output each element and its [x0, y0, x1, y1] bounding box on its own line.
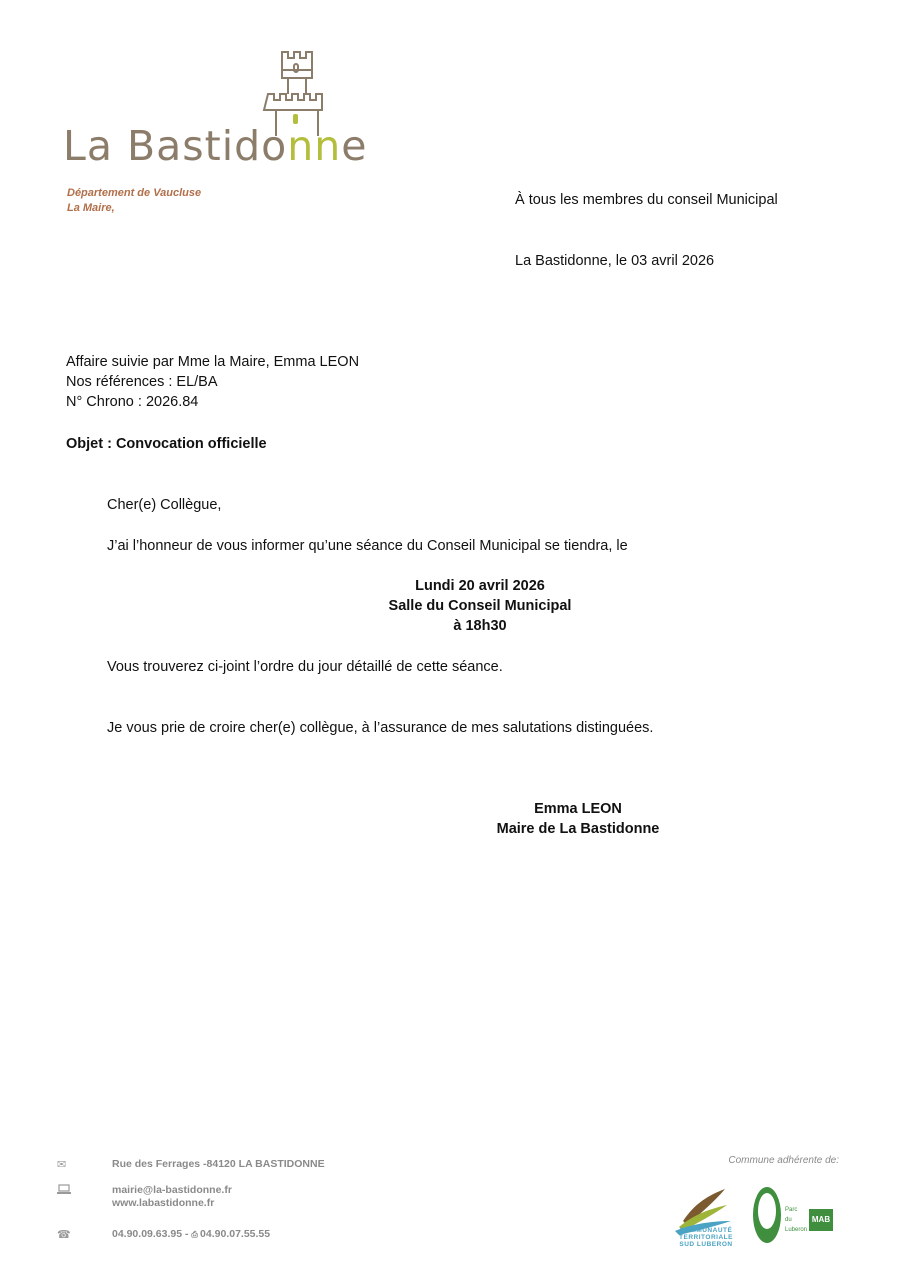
website-link[interactable]: www.labastidonne.fr	[112, 1197, 215, 1209]
annex-paragraph: Vous trouverez ci-joint l’ordre du jour détaillé de cette séance.	[107, 659, 503, 675]
sender-role: La Maire,	[67, 202, 115, 214]
svg-text:Parc: Parc	[785, 1207, 798, 1213]
reference-block	[66, 352, 359, 412]
email-link[interactable]: mairie@la-bastidonne.fr	[112, 1184, 232, 1196]
telephone-icon: ☎	[57, 1229, 71, 1241]
references-line: Nos références : EL/BA	[66, 374, 218, 390]
signature-block	[480, 799, 676, 839]
cts-line-1: COMMUNAUTÉ	[679, 1227, 733, 1234]
meeting-date: Lundi 20 avril 2026	[415, 578, 545, 594]
chrono-line: N° Chrono : 2026.84	[66, 394, 199, 410]
fax-separator: -	[182, 1228, 192, 1240]
town-wordmark: La Bastidonne	[63, 122, 368, 170]
fax-icon: ⎙	[191, 1230, 201, 1239]
address-text: Rue des Ferrages -84120 LA BASTIDONNE	[112, 1158, 325, 1170]
svg-text:Luberon: Luberon	[785, 1227, 808, 1233]
salutation: Cher(e) Collègue,	[107, 497, 222, 513]
cts-line-2: TERRITORIALE	[679, 1234, 733, 1241]
sender-department	[67, 186, 201, 216]
partner-logos	[655, 1155, 845, 1255]
meeting-time: à 18h30	[453, 618, 507, 634]
recipient-line: À tous les membres du conseil Municipal	[515, 192, 778, 208]
intro-paragraph: J’ai l’honneur de vous informer qu’une séance du Conseil Municipal se tiendra, le	[107, 538, 628, 554]
meeting-place: Salle du Conseil Municipal	[388, 598, 572, 614]
cts-label	[665, 1227, 747, 1248]
pnr-label: MAB	[811, 1215, 831, 1224]
meeting-details	[250, 576, 710, 636]
affaire-line: Affaire suivie par Mme la Maire, Emma LEON	[66, 354, 360, 370]
department-name: Département de Vaucluse	[67, 187, 202, 199]
envelope-icon: ✉	[57, 1159, 67, 1171]
cts-line-3: SUD LUBERON	[679, 1241, 733, 1248]
signatory-title: Maire de La Bastidonne	[496, 821, 660, 837]
fax-number: 04.90.07.55.55	[200, 1228, 271, 1240]
svg-text:du: du	[785, 1217, 792, 1223]
phone-number: 04.90.09.63.95	[112, 1228, 183, 1240]
signatory-name: Emma LEON	[534, 801, 622, 817]
closing-paragraph: Je vous prie de croire cher(e) collègue, à l’assurance de mes salutations distinguées.	[107, 720, 654, 736]
pnr-luberon-logo	[751, 1181, 835, 1251]
computer-icon	[57, 1184, 77, 1198]
date-line: La Bastidonne, le 03 avril 2026	[515, 253, 715, 269]
subject-line: Objet : Convocation officielle	[66, 436, 267, 452]
commune-adherente-label: Commune adhérente de:	[728, 1155, 839, 1166]
